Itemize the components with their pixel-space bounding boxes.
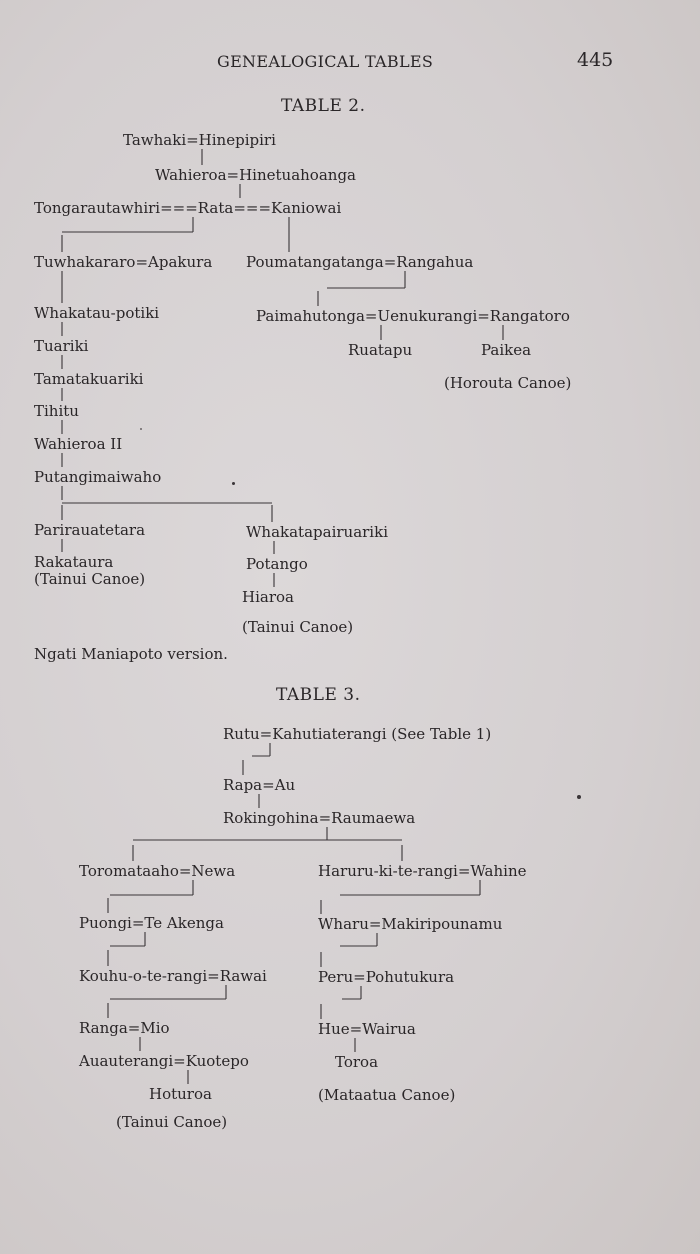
ink-speck (140, 428, 142, 430)
node-hiaroa: Hiaroa (242, 588, 294, 606)
node-potango: Potango (246, 555, 308, 573)
ink-speck (577, 795, 581, 799)
node-toromataaho: Toromataaho=Newa (79, 862, 236, 880)
node-tihitu: Tihitu (34, 402, 79, 420)
mataatua-canoe-label: (Mataatua Canoe) (318, 1086, 456, 1104)
table-2-title: TABLE 2. (281, 96, 366, 116)
node-puongi: Puongi=Te Akenga (79, 914, 224, 932)
tainui-canoe-label: (Tainui Canoe) (116, 1113, 228, 1131)
page-number: 445 (577, 49, 614, 71)
node-rokingohina: Rokingohina=Raumaewa (223, 809, 416, 827)
node-poumatangatanga: Poumatangatanga=Rangahua (246, 253, 474, 271)
tainui-canoe-label-right: (Tainui Canoe) (242, 618, 354, 636)
node-tawhaki: Tawhaki=Hinepipiri (123, 131, 276, 149)
ink-speck (232, 482, 235, 485)
node-wharu: Wharu=Makiripounamu (318, 915, 503, 933)
horouta-canoe-label: (Horouta Canoe) (444, 374, 572, 392)
node-putangimaiwaho: Putangimaiwaho (34, 468, 162, 486)
node-peru: Peru=Pohutukura (318, 968, 455, 986)
node-paikea: Paikea (481, 341, 532, 359)
node-hoturoa: Hoturoa (149, 1085, 212, 1103)
node-kouhu: Kouhu-o-te-rangi=Rawai (79, 967, 267, 985)
node-rapa: Rapa=Au (223, 776, 296, 794)
node-paimahutonga: Paimahutonga=Uenukurangi=Rangatoro (256, 307, 570, 325)
tainui-canoe-label-left: (Tainui Canoe) (34, 570, 146, 588)
node-haruru: Haruru-ki-te-rangi=Wahine (318, 862, 527, 880)
node-wahieroa: Wahieroa=Hinetuahoanga (155, 166, 356, 184)
node-toroa: Toroa (335, 1053, 379, 1071)
node-rata: Tongarautawhiri===Rata===Kaniowai (34, 199, 342, 217)
node-tuariki: Tuariki (34, 337, 89, 355)
node-auauterangi: Auauterangi=Kuotepo (79, 1052, 249, 1070)
table-3-title: TABLE 3. (276, 685, 361, 705)
running-title: GENEALOGICAL TABLES (217, 52, 434, 71)
table-2-note: Ngati Maniapoto version. (34, 645, 228, 663)
node-whakatau-potiki: Whakatau-potiki (34, 304, 160, 322)
node-tamatakuariki: Tamatakuariki (34, 370, 144, 388)
node-ranga: Ranga=Mio (79, 1019, 170, 1037)
node-tuwhakararo: Tuwhakararo=Apakura (34, 253, 213, 271)
node-rutu: Rutu=Kahutiaterangi (See Table 1) (223, 725, 492, 743)
node-parirauatetara: Parirauatetara (34, 521, 146, 539)
node-whakatapairuariki: Whakatapairuariki (246, 523, 388, 541)
node-wahieroa-ii: Wahieroa II (34, 435, 123, 453)
node-ruatapu: Ruatapu (348, 341, 413, 359)
node-hue: Hue=Wairua (318, 1020, 416, 1038)
node-rakataura: Rakataura (34, 553, 114, 571)
